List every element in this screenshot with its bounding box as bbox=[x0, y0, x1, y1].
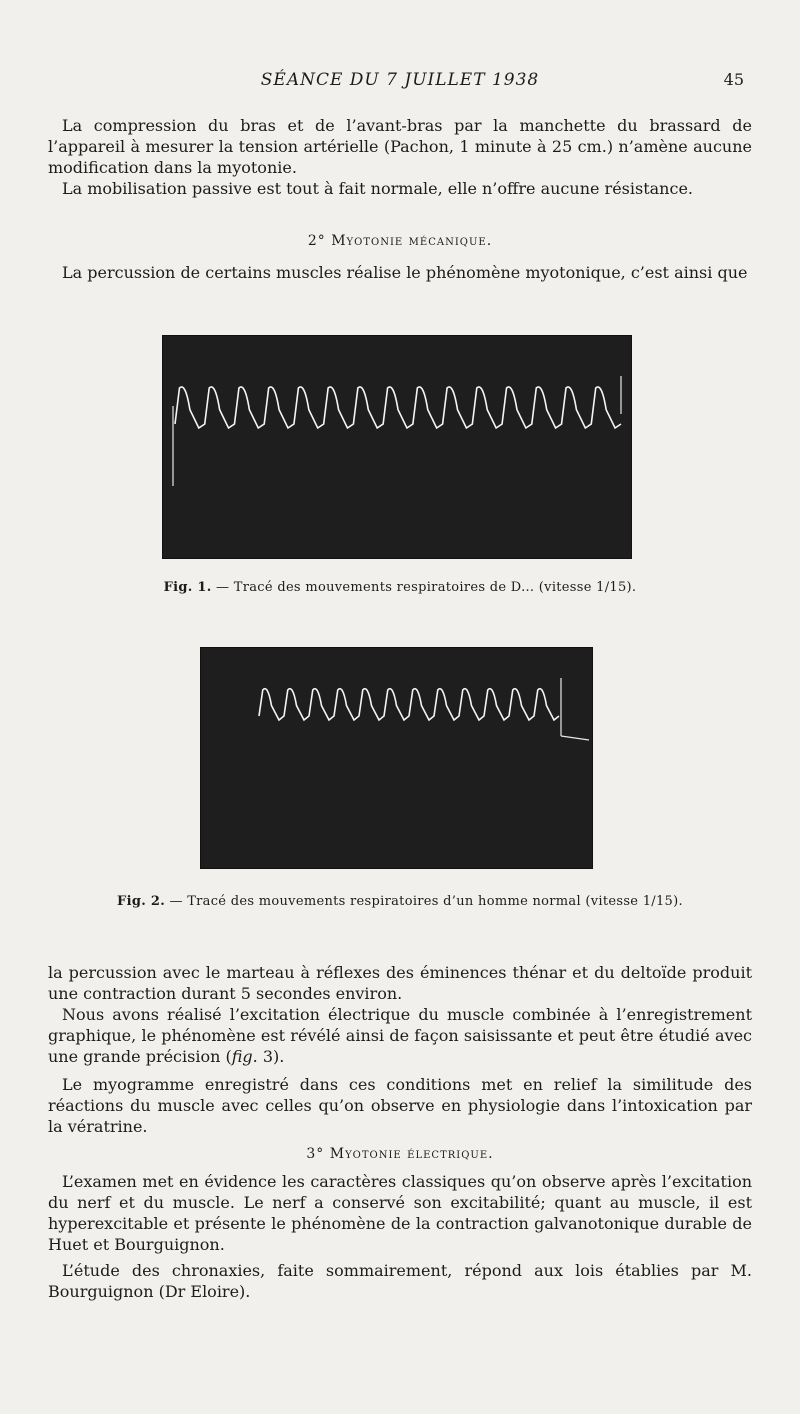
paragraph-8: L’étude des chronaxies, faite sommairement, répond aux lois établies par M. Bourguignon (Dr Eloire). bbox=[48, 1261, 752, 1301]
figure-1-waveform bbox=[163, 336, 631, 558]
paragraph-5-text-b: 3). bbox=[257, 1047, 285, 1066]
paragraph-4: la percussion avec le marteau à réflexes des éminences thénar et du deltoïde produit une contraction durant 5 secondes environ. bbox=[48, 963, 752, 1003]
figure-reference: fig. bbox=[231, 1047, 258, 1066]
running-head bbox=[0, 70, 800, 94]
paragraph-6: Le myogramme enregistré dans ces conditions met en relief la similitude des réactions du muscle avec celles qu’on observe en physiologie dans l’intoxication par la vératrine. bbox=[48, 1075, 752, 1136]
paragraph-1: La compression du bras et de l’avant-bras par la manchette du brassard de l’appareil à mesurer la tension artérielle (Pachon, 1 minute à 25 cm.) n’amène aucune modification dans la myotonie. bbox=[48, 116, 752, 177]
figure-2-trace bbox=[201, 648, 592, 868]
figure-1-label: Fig. 1. bbox=[163, 580, 212, 595]
figure-1-caption bbox=[0, 580, 800, 595]
paragraph-5 bbox=[48, 1004, 752, 1067]
figure-2-caption bbox=[0, 894, 800, 909]
paragraph-2: La mobilisation passive est tout à fait normale, elle n’offre aucune résistance. bbox=[62, 179, 693, 198]
figure-2-caption-text: — Tracé des mouvements respiratoires d’un homme normal (vitesse 1/15). bbox=[165, 894, 683, 909]
paragraph-7: L’examen met en évidence les caractères classiques qu’on observe après l’excitation du nerf et du muscle. Le nerf a conservé son excitabilité; quant au muscle, il est hyperexcitable et présente le phénomène de la contraction galvanotonique durable de Huet et Bourguignon. bbox=[48, 1172, 752, 1254]
running-title: SÉANCE DU 7 JUILLET 1938 bbox=[260, 70, 540, 90]
figure-1-caption-text: — Tracé des mouvements respiratoires de D... (vitesse 1/15). bbox=[211, 580, 637, 595]
figure-2-label: Fig. 2. bbox=[117, 894, 166, 909]
page-number: 45 bbox=[723, 70, 744, 89]
paragraph-3: La percussion de certains muscles réalise le phénomène myotonique, c’est ainsi que bbox=[62, 263, 748, 282]
figure-2-waveform bbox=[201, 648, 592, 868]
section-heading-electrique: 3° Myotonie électrique. bbox=[306, 1146, 494, 1162]
section-heading-mecanique: 2° Myotonie mécanique. bbox=[307, 233, 493, 249]
paragraph-5-text-a: Nous avons réalisé l’excitation électrique du muscle combinée à l’enregistrement graphique, le phénomène est révélé ainsi de façon saisissante et peut être étudié avec une grande précision ( bbox=[48, 1005, 752, 1066]
figure-1-trace bbox=[163, 336, 631, 558]
